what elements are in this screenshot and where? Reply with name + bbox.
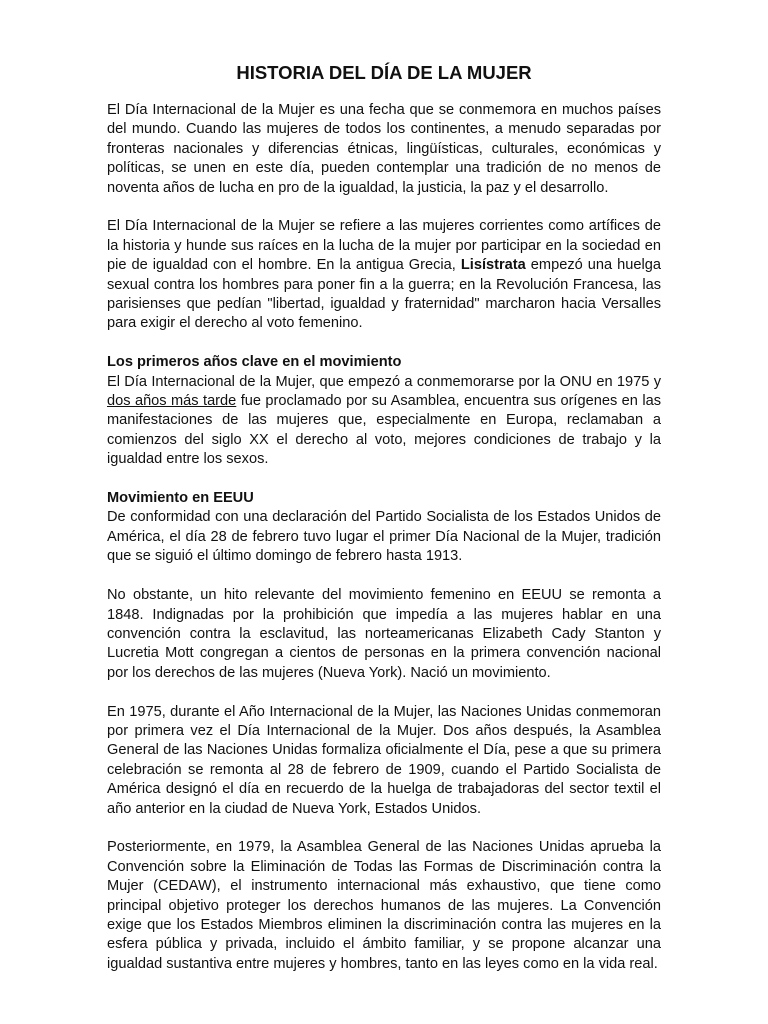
origins-text-end: empezó una huelga sexual contra los hombres para poner fin a la guerra; en la Revolución Francesa, las parisienses que pedían "libertad, igualdad y fraternidad" marcharon hacia Versalles para exigir el derecho al voto femenino.	[107, 257, 661, 332]
usa-paragraph-2: No obstante, un hito relevante del movimiento femenino en EEUU se remonta a 1848. Indignadas por la prohibición que impedía a las mujeres hablar en una convención contra la esclavitud, las norteamericanas Elizabeth Cady Stanton y Lucretia Mott congregan a cientos de personas en la primera convención nacional por los derechos de las mujeres (Nueva York). Nació un movimiento.	[107, 587, 661, 681]
usa-paragraph-3: En 1975, durante el Año Internacional de la Mujer, las Naciones Unidas conmemoran por primera vez el Día Internacional de la Mujer. Dos años después, la Asamblea General de las Naciones Unidas formaliza oficialmente el Día, pese a que su primera celebración se remonta al 28 de febrero de 1909, cuando el Partido Socialista de América designó el día en recuerdo de la huelga de trabajadoras del sector textil el año anterior en la ciudad de Nueva York, Estados Unidos.	[107, 703, 661, 817]
first-years-text-start: El Día Internacional de la Mujer, que empezó a conmemorarse por la ONU en 1975 y	[107, 373, 661, 390]
first-years-paragraph	[107, 373, 661, 470]
origins-text-start: El Día Internacional de la Mujer se refiere a las mujeres corrientes como artífices de la historia y hunde sus raíces en la lucha de la mujer por participar en la sociedad en pie de igualdad con el hombre. En la antigua Grecia,	[107, 218, 661, 274]
first-years-text-end: fue proclamado por su Asamblea, encuentra sus orígenes en las manifestaciones de las mujeres que, especialmente en Europa, reclamaban a comienzos del siglo XX el derecho al voto, mejores condiciones de trabajo y la igualdad entre los sexos.	[107, 393, 661, 468]
intro-paragraph: El Día Internacional de la Mujer es una fecha que se conmemora en muchos países del mundo. Cuando las mujeres de todos los continentes, a menudo separadas por fronteras nacionales y diferencias étnicas, lingüísticas, culturales, económicas y políticas, se unen en este día, pueden contemplar una tradición de no menos de noventa años de lucha en pro de la igualdad, la justicia, la paz y el desarrollo.	[107, 102, 661, 196]
two-years-later-link[interactable]: dos años más tarde	[107, 393, 237, 410]
usa-paragraph-4: Posteriormente, en 1979, la Asamblea General de las Naciones Unidas aprueba la Convención sobre la Eliminación de Todas las Formas de Discriminación contra la Mujer (CEDAW), el instrumento internacional más exhaustivo, que tiene como principal objetivo proteger los derechos humanos de las mujeres. La Convención exige que los Estados Miembros eliminen la discriminación contra las mujeres en la esfera pública y privada, incluido el ámbito familiar, y se propone alcanzar una igualdad sustantiva entre mujeres y hombres, tanto en las leyes como en la vida real.	[107, 839, 661, 972]
section-heading-first-years: Los primeros años clave en el movimiento	[107, 354, 402, 371]
section-heading-usa: Movimiento en EEUU	[107, 490, 254, 507]
document-body	[107, 101, 661, 974]
document-title: HISTORIA DEL DÍA DE LA MUJER	[236, 62, 532, 83]
origins-paragraph	[107, 217, 661, 333]
usa-paragraph-1: De conformidad con una declaración del Partido Socialista de los Estados Unidos de América, el día 28 de febrero tuvo lugar el primer Día Nacional de la Mujer, tradición que se siguió el último domingo de febrero hasta 1913.	[107, 509, 661, 565]
lisistrata-bold: Lisístrata	[460, 257, 526, 274]
